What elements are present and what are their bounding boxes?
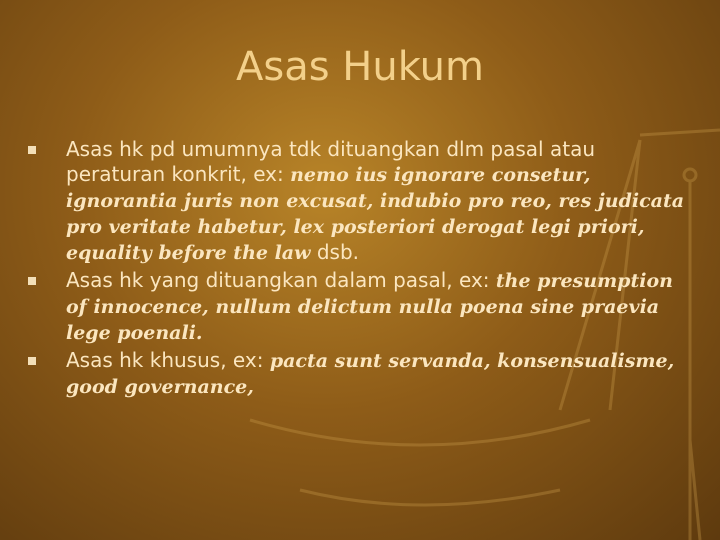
slide-title: Asas Hukum (236, 44, 484, 90)
square-bullet-icon (28, 146, 36, 154)
bullet-text: Asas hk yang dituangkan dalam pasal, ex: (66, 268, 496, 292)
bullet-text-end: dsb. (310, 240, 360, 264)
bullet-text: Asas hk khusus, ex: (66, 348, 270, 372)
bullet-list (28, 137, 688, 402)
square-bullet-icon (28, 357, 36, 365)
square-bullet-icon (28, 277, 36, 285)
bullet-emphasis: pacta sunt servanda, konsensualisme, good governance, (66, 350, 675, 398)
bullet-item (28, 268, 688, 346)
bullet-emphasis: nemo ius ignorare consetur, ignorantia juris non excusat, indubio pro reo, res judicata pro veritate habetur, lex posteriori derogat legi priori, equality before the law (66, 164, 685, 264)
bullet-item (28, 137, 688, 266)
bullet-text: Asas hk pd umumnya tdk dituangkan dlm pasal atau peraturan konkrit, ex: (66, 137, 595, 186)
bullet-item (28, 348, 688, 400)
bullet-emphasis: the presumption of innocence, nullum delictum nulla poena sine praevia lege poenali. (66, 270, 673, 344)
